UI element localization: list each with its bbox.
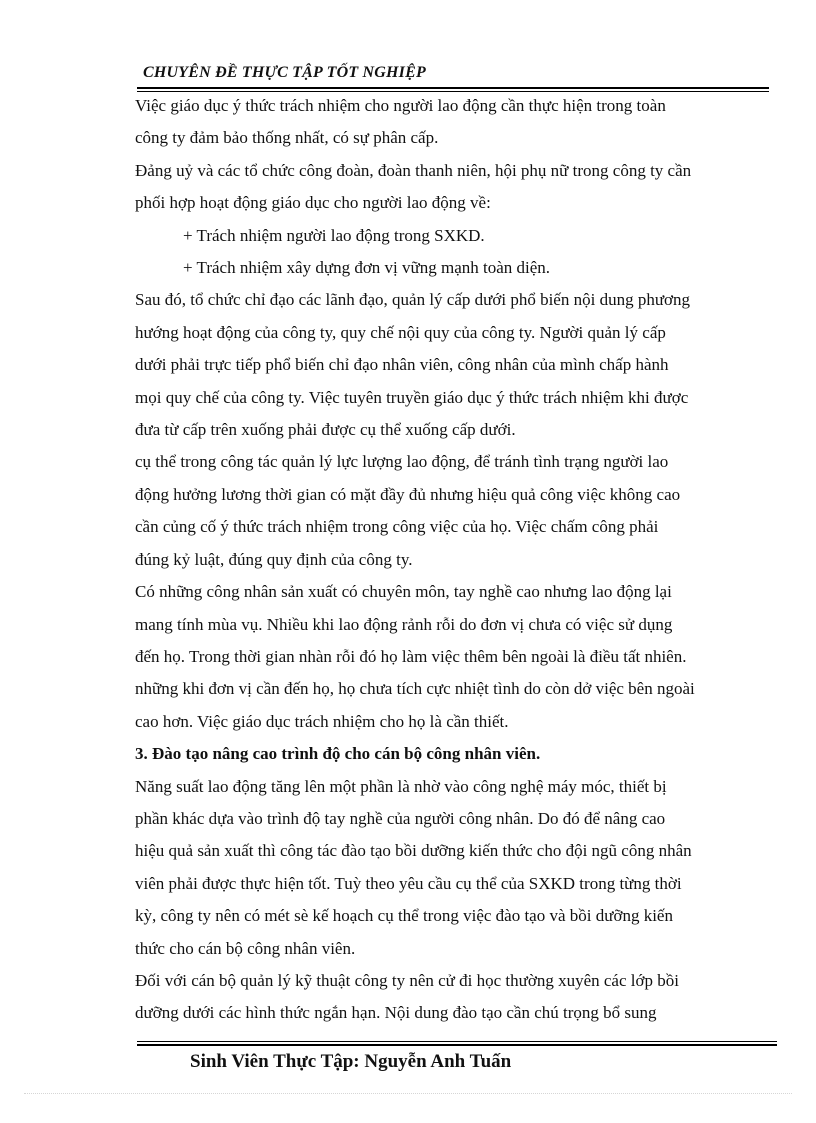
body-line: đúng kỷ luật, đúng quy định của công ty. — [135, 549, 413, 569]
body-line: Sau đó, tổ chức chỉ đạo các lãnh đạo, quản lý cấp dưới phổ biến nội dung phương — [135, 290, 691, 310]
document-body — [135, 90, 775, 1030]
header-rule-thick — [137, 87, 769, 89]
body-line: cần củng cố ý thức trách nhiệm trong công việc của họ. Việc chấm công phải — [135, 517, 659, 537]
body-line: Việc giáo dục ý thức trách nhiệm cho người lao động cần thực hiện trong toàn — [135, 96, 666, 115]
page-boundary-divider — [24, 1093, 792, 1094]
body-line: hiệu quả sản xuất thì công tác đào tạo bồi dưỡng kiến thức cho đội ngũ công nhân — [135, 841, 692, 861]
body-line: đến họ. Trong thời gian nhàn rỗi đó họ làm việc thêm bên ngoài là điều tất nhiên. — [135, 646, 687, 666]
page-footer-author: Sinh Viên Thực Tập: Nguyễn Anh Tuấn — [190, 1051, 512, 1072]
body-line: viên phải được thực hiện tốt. Tuỳ theo yêu cầu cụ thể của SXKD trong từng thời — [135, 873, 682, 893]
section-heading: 3. Đào tạo nâng cao trình độ cho cán bộ công nhân viên. — [135, 744, 541, 764]
body-line: kỳ, công ty nên có mét sè kế hoạch cụ thể trong việc đào tạo và bồi dưỡng kiến — [135, 906, 673, 926]
bullet-line: + Trách nhiệm người lao động trong SXKD. — [183, 225, 485, 245]
body-line: phần khác dựa vào trình độ tay nghề của người công nhân. Do đó để nâng cao — [135, 808, 666, 828]
bullet-line: + Trách nhiệm xây dựng đơn vị vững mạnh toàn diện. — [183, 258, 551, 278]
body-line: hướng hoạt động của công ty, quy chế nội quy của công ty. Người quản lý cấp — [135, 322, 666, 342]
body-line: Có những công nhân sản xuất có chuyên môn, tay nghề cao nhưng lao động lại — [135, 582, 672, 602]
body-line: mang tính mùa vụ. Nhiều khi lao động rảnh rỗi do đơn vị chưa có việc sử dụng — [135, 614, 673, 634]
body-line: công ty đảm bảo thống nhất, có sự phân cấp. — [135, 128, 439, 148]
body-line: dưới phải trực tiếp phổ biến chỉ đạo nhân viên, công nhân của mình chấp hành — [135, 355, 669, 375]
body-line: mọi quy chế của công ty. Việc tuyên truyền giáo dục ý thức trách nhiệm khi được — [135, 387, 689, 407]
footer-rule-thin — [137, 1041, 777, 1042]
body-line: những khi đơn vị cần đến họ, họ chưa tích cực nhiệt tình do còn dở việc bên ngoài — [135, 679, 695, 699]
body-line: cao hơn. Việc giáo dục trách nhiệm cho họ là cần thiết. — [135, 711, 509, 731]
body-line: dưỡng dưới các hình thức ngắn hạn. Nội dung đào tạo cần chú trọng bổ sung — [135, 1003, 657, 1023]
body-line: phối hợp hoạt động giáo dục cho người lao động về: — [135, 193, 491, 213]
body-line: đưa từ cấp trên xuống phải được cụ thể xuống cấp dưới. — [135, 420, 516, 440]
body-line: Năng suất lao động tăng lên một phần là nhờ vào công nghệ máy móc, thiết bị — [135, 776, 667, 796]
body-line: thức cho cán bộ công nhân viên. — [135, 938, 356, 958]
page-header-title: CHUYÊN ĐỀ THỰC TẬP TỐT NGHIỆP — [143, 64, 426, 81]
body-line: cụ thể trong công tác quản lý lực lượng lao động, để tránh tình trạng người lao — [135, 452, 669, 472]
footer-rule-thick — [137, 1044, 777, 1046]
body-line: Đối với cán bộ quản lý kỹ thuật công ty nên cử đi học thường xuyên các lớp bồi — [135, 970, 679, 990]
body-line: động hưởng lương thời gian có mặt đầy đủ nhưng hiệu quả công việc không cao — [135, 484, 681, 504]
body-line: Đảng uỷ và các tổ chức công đoàn, đoàn thanh niên, hội phụ nữ trong công ty cần — [135, 160, 692, 180]
